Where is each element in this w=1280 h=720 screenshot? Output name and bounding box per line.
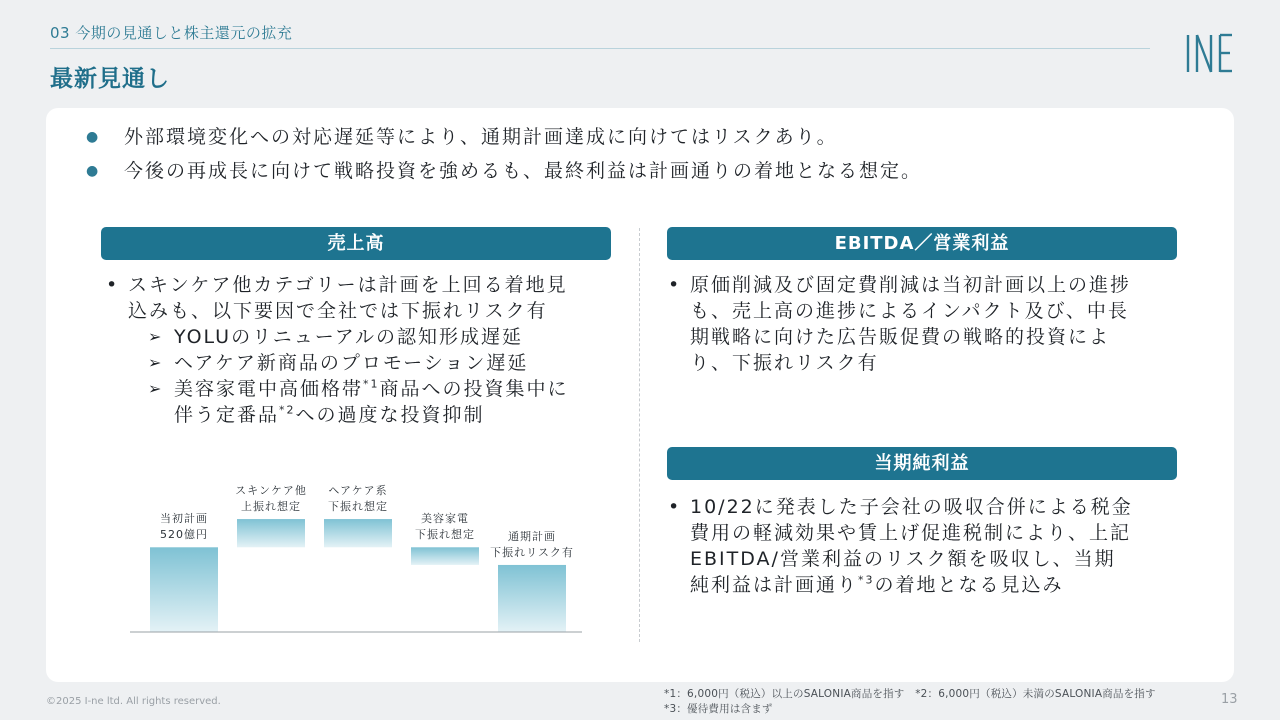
sales-sub-item: ➢ ヘアケア新商品のプロモーション遅延 [148, 352, 529, 374]
waterfall-bar-label: スキンケア他 上振れ想定 [235, 484, 307, 514]
sales-description [106, 272, 616, 428]
waterfall-bar-label: 通期計画 下振れリスク有 [490, 529, 574, 559]
ebitda-section-title: EBITDA／営業利益 [667, 227, 1177, 260]
ebitda-bullet: • 原価削減及び固定費削減は当初計画以上の進捗 も、売上高の進捗によるインパクト及び、中長 期戦略に向けた広告販促費の戦略的投資によ り、下振れリスク有 [668, 274, 1132, 374]
sales-sub-list [106, 324, 616, 428]
sales-section-title: 売上高 [101, 227, 611, 260]
waterfall-bar [324, 519, 392, 547]
waterfall-bar-label: 当初計画 520億円 [160, 512, 208, 542]
page-title: 最新見通し [50, 66, 170, 92]
page-number: 13 [1221, 692, 1238, 707]
bullet-icon: • [106, 274, 120, 296]
bullet-icon: • [668, 274, 682, 296]
intro-item: ● 外部環境変化への対応遅延等により、通期計画達成に向けてはリスクあり。 [86, 120, 1186, 154]
intro-list [86, 120, 1186, 188]
copyright: ©2025 I-ne ltd. All rights reserved. [46, 696, 221, 707]
sales-bullet: • スキンケア他カテゴリーは計画を上回る着地見 込みも、以下要因で全社では下振れリスク有 [106, 274, 568, 322]
bullet-icon: • [668, 496, 682, 518]
arrow-right-icon: ➢ [148, 353, 164, 372]
waterfall-bar [411, 547, 479, 565]
bullet-icon: ● [86, 129, 101, 145]
footnote-1: *1：6,000円（税込）以上のSALONIA商品を指す *2：6,000円（税込）未満のSALONIA商品を指す [664, 688, 1156, 700]
waterfall-bar [150, 547, 218, 632]
waterfall-bar [498, 565, 566, 632]
ine-logo-icon [1184, 32, 1236, 74]
section-label: 03 今期の見通しと株主還元の拡充 [50, 24, 293, 42]
net-income-section-title: 当期純利益 [667, 447, 1177, 480]
net-income-bullet: • 10/22に発表した子会社の吸収合併による税金 費用の軽減効果や賃上げ促進税制により、上記 EBITDA/営業利益のリスク額を吸収し、当期 純利益は計画通り$^{*3}$の着地となる見込み [668, 496, 1133, 596]
arrow-right-icon: ➢ [148, 327, 164, 346]
arrow-right-icon: ➢ [148, 379, 164, 398]
sales-sub-item: ➢ 美容家電中高価格帯$^{*1}$商品への投資集中に 伴う定番品$^{*2}$への過度な投資抑制 [148, 377, 569, 426]
waterfall-bar [237, 519, 305, 547]
intro-item: ● 今後の再成長に向けて戦略投資を強めるも、最終利益は計画通りの着地となる想定。 [86, 154, 1186, 188]
net-income-description [668, 494, 1178, 598]
sales-sub-item: ➢ YOLUのリニューアルの認知形成遅延 [148, 326, 523, 348]
column-divider [639, 228, 640, 642]
ebitda-description [668, 272, 1178, 376]
waterfall-bar-label: ヘアケア系 下振れ想定 [328, 484, 388, 514]
footnote-2: *3：優待費用は含まず [664, 703, 773, 715]
bullet-icon: ● [86, 163, 101, 179]
waterfall-bar-label: 美容家電 下振れ想定 [415, 512, 475, 542]
header-divider [50, 48, 1150, 49]
